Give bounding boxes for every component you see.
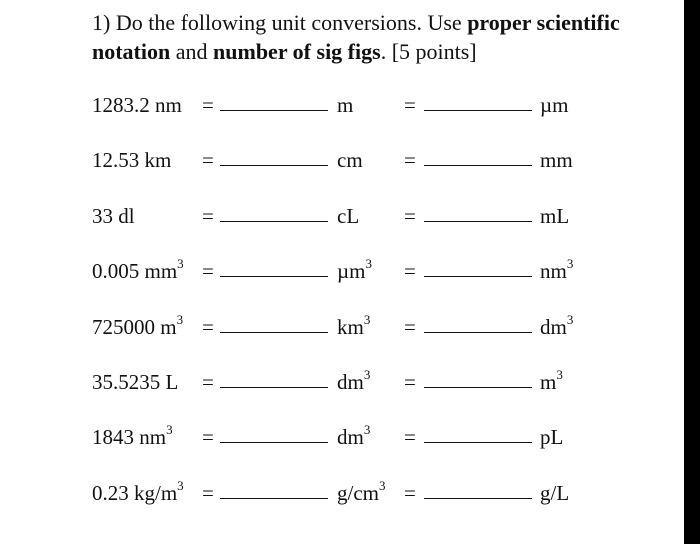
target-unit-1-exponent: 3 <box>379 477 386 493</box>
equals-sign <box>202 199 214 233</box>
target-unit-2-exponent: 3 <box>566 311 574 327</box>
target-unit-2 <box>540 143 573 177</box>
equals-sign <box>404 476 416 510</box>
answer-blank-2[interactable] <box>424 221 532 222</box>
equals-sign <box>404 310 416 344</box>
target-unit-2 <box>540 310 573 344</box>
equals-sign-text: = <box>202 93 214 117</box>
given-quantity-exponent: 3 <box>177 477 184 493</box>
target-unit-1-text: g/cm <box>337 480 379 505</box>
answer-blank-2[interactable] <box>424 165 532 166</box>
target-unit-1 <box>337 254 372 288</box>
target-unit-2-text: µm <box>540 93 569 117</box>
given-quantity-exponent: 3 <box>176 311 184 327</box>
problem-emphasis-notation: proper scientific notation <box>92 10 620 64</box>
given-quantity-text: 12.53 km <box>92 148 172 173</box>
equals-sign-text: = <box>202 148 214 173</box>
conversion-row <box>0 420 684 454</box>
target-unit-2-exponent: 3 <box>556 367 563 382</box>
conversion-row <box>0 310 684 344</box>
target-unit-2-text: m <box>540 370 557 394</box>
equals-sign <box>202 476 214 510</box>
problem-points: . [5 points] <box>380 39 477 64</box>
target-unit-1-exponent: 3 <box>363 422 371 438</box>
equals-sign-text: = <box>202 314 214 339</box>
equals-sign-text: = <box>404 203 416 228</box>
given-quantity-text: 1843 nm <box>92 425 167 450</box>
target-unit-2-text: dm <box>540 314 567 339</box>
answer-blank-1[interactable] <box>220 221 328 222</box>
answer-blank-2[interactable] <box>424 110 532 111</box>
target-unit-2 <box>540 199 569 233</box>
target-unit-1 <box>337 199 359 233</box>
given-quantity <box>92 476 184 510</box>
answer-blank-1[interactable] <box>220 332 328 333</box>
answer-blank-2[interactable] <box>424 498 532 499</box>
given-quantity-text: 0.23 kg/m <box>92 480 178 505</box>
target-unit-2-text: pL <box>540 425 564 450</box>
equals-sign-text: = <box>404 370 416 394</box>
equals-sign-text: = <box>202 425 214 450</box>
problem-emphasis-sigfigs: number of sig figs <box>213 39 381 64</box>
equals-sign <box>202 88 214 122</box>
target-unit-1-exponent: 3 <box>363 311 371 327</box>
target-unit-1-text: µm <box>337 259 366 284</box>
target-unit-2-text: nm <box>540 259 567 284</box>
conversion-row <box>0 254 684 288</box>
given-quantity <box>92 143 171 177</box>
given-quantity-text: 1283.2 nm <box>92 93 182 117</box>
equals-sign <box>404 143 416 177</box>
answer-blank-2[interactable] <box>424 387 532 388</box>
target-unit-1-text: km <box>337 314 364 339</box>
given-quantity <box>92 310 183 344</box>
equals-sign-text: = <box>202 480 214 505</box>
conversion-row <box>0 365 684 399</box>
answer-blank-2[interactable] <box>424 276 532 277</box>
target-unit-2-text: mm <box>540 148 573 173</box>
given-quantity-text: 35.5235 L <box>92 370 179 394</box>
equals-sign <box>202 365 214 399</box>
given-quantity <box>92 420 173 454</box>
answer-blank-1[interactable] <box>220 498 328 499</box>
equals-sign <box>202 254 214 288</box>
target-unit-2 <box>540 365 563 399</box>
target-unit-1 <box>337 365 370 399</box>
problem-lead: Do the following unit conversions. Use <box>115 10 462 35</box>
given-quantity-text: 33 dl <box>92 203 135 228</box>
target-unit-2 <box>540 88 568 122</box>
target-unit-1 <box>337 476 386 510</box>
equals-sign-text: = <box>404 259 416 284</box>
target-unit-1 <box>337 310 370 344</box>
given-quantity <box>92 88 182 122</box>
answer-blank-1[interactable] <box>220 442 328 443</box>
equals-sign <box>202 420 214 454</box>
answer-blank-1[interactable] <box>220 165 328 166</box>
target-unit-2 <box>540 420 563 454</box>
target-unit-1-text: m <box>337 93 354 117</box>
answer-blank-1[interactable] <box>220 387 328 388</box>
conversion-row <box>0 143 684 177</box>
equals-sign <box>404 88 416 122</box>
given-quantity-exponent: 3 <box>177 256 184 272</box>
problem-and: and <box>175 39 208 64</box>
equals-sign-text: = <box>404 425 416 450</box>
target-unit-1 <box>337 420 370 454</box>
equals-sign-text: = <box>404 93 416 117</box>
problem-number: 1) <box>92 10 111 35</box>
equals-sign-text: = <box>202 370 214 394</box>
target-unit-1 <box>337 88 353 122</box>
target-unit-2-text: g/L <box>540 480 570 505</box>
equals-sign-text: = <box>404 314 416 339</box>
equals-sign-text: = <box>404 148 416 173</box>
given-quantity-text: 0.005 mm <box>92 259 178 284</box>
given-quantity-exponent: 3 <box>166 422 173 438</box>
target-unit-2-text: mL <box>540 203 570 228</box>
given-quantity <box>92 254 184 288</box>
target-unit-1 <box>337 143 363 177</box>
given-quantity-text: 725000 m <box>92 314 177 339</box>
conversion-row <box>0 88 684 122</box>
target-unit-1-exponent: 3 <box>365 256 372 272</box>
target-unit-1-text: cL <box>337 203 360 228</box>
target-unit-2 <box>540 476 569 510</box>
given-quantity <box>92 365 178 399</box>
equals-sign <box>404 254 416 288</box>
target-unit-1-text: cm <box>337 148 363 173</box>
target-unit-1-text: dm <box>337 370 364 394</box>
target-unit-2-exponent: 3 <box>566 256 574 272</box>
conversion-row <box>0 199 684 233</box>
equals-sign <box>404 365 416 399</box>
equals-sign <box>404 199 416 233</box>
given-quantity <box>92 199 135 233</box>
equals-sign <box>404 420 416 454</box>
answer-blank-2[interactable] <box>424 332 532 333</box>
equals-sign <box>202 310 214 344</box>
equals-sign-text: = <box>202 259 214 284</box>
answer-blank-1[interactable] <box>220 110 328 111</box>
conversion-row <box>0 476 684 510</box>
target-unit-1-exponent: 3 <box>363 367 371 382</box>
answer-blank-1[interactable] <box>220 276 328 277</box>
equals-sign-text: = <box>404 480 416 505</box>
problem-statement <box>92 8 672 66</box>
target-unit-2 <box>540 254 573 288</box>
equals-sign-text: = <box>202 203 214 228</box>
equals-sign <box>202 143 214 177</box>
answer-blank-2[interactable] <box>424 442 532 443</box>
target-unit-1-text: dm <box>337 425 364 450</box>
